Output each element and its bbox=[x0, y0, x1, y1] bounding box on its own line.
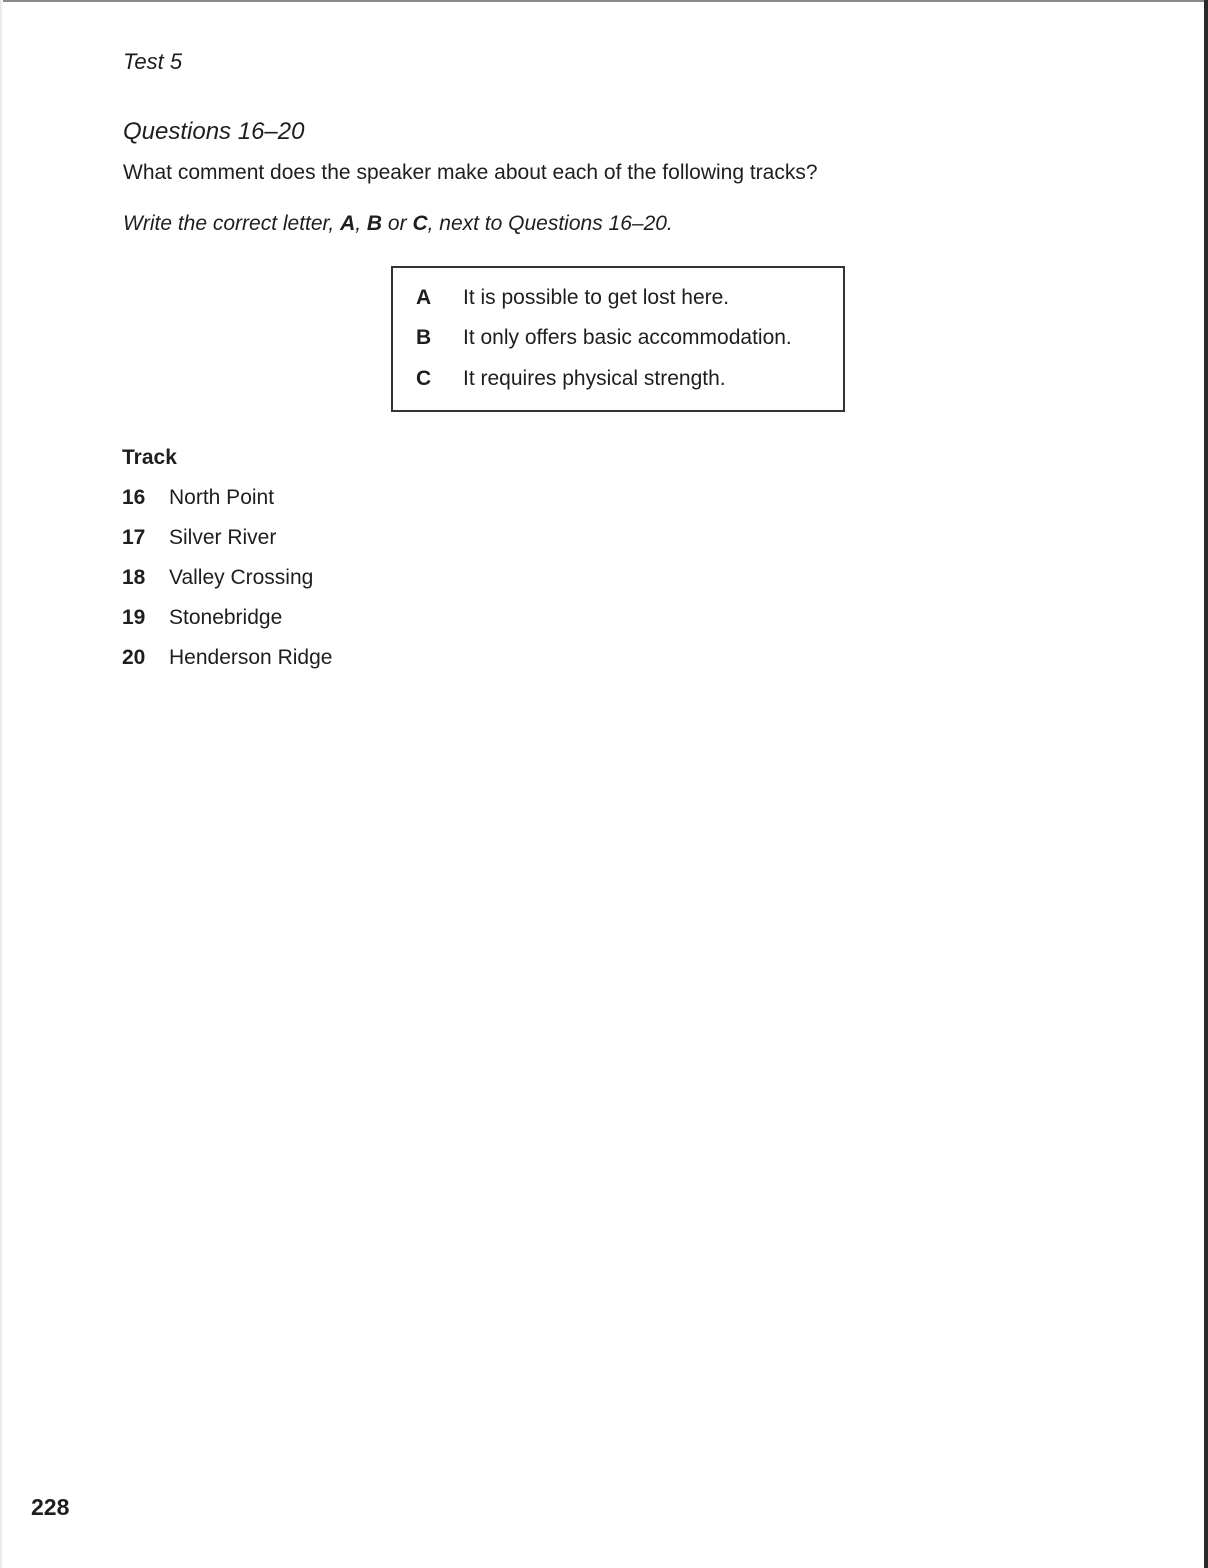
instruction-letter-a: A bbox=[340, 212, 356, 235]
instruction-sep1: , bbox=[355, 212, 367, 235]
track-name: Valley Crossing bbox=[169, 566, 314, 589]
option-letter: C bbox=[416, 367, 432, 390]
track-name: Henderson Ridge bbox=[169, 646, 333, 669]
page-top-edge bbox=[0, 0, 1208, 2]
options-box bbox=[391, 266, 845, 412]
option-text: It only offers basic accommodation. bbox=[463, 326, 792, 349]
option-text: It is possible to get lost here. bbox=[463, 286, 730, 309]
instruction-letter-b: B bbox=[366, 212, 383, 235]
track-heading: Track bbox=[122, 446, 177, 469]
page-number: 228 bbox=[31, 1494, 70, 1520]
track-number: 20 bbox=[122, 646, 146, 669]
instruction-letter-c: C bbox=[412, 212, 428, 235]
instruction-sep2: or bbox=[382, 212, 413, 235]
track-name: Stonebridge bbox=[169, 606, 283, 629]
question-prompt: What comment does the speaker make about each of the following tracks? bbox=[123, 161, 818, 184]
track-number: 16 bbox=[122, 486, 146, 509]
instruction-part2: , next to Questions 16–20. bbox=[427, 212, 673, 235]
option-text: It requires physical strength. bbox=[463, 367, 726, 390]
page-right-edge bbox=[1204, 0, 1208, 1568]
track-number: 18 bbox=[122, 566, 146, 589]
questions-heading: Questions 16–20 bbox=[123, 118, 305, 145]
track-name: Silver River bbox=[169, 526, 277, 549]
instruction-text bbox=[123, 212, 673, 236]
instruction-part1: Write the correct letter, bbox=[123, 212, 341, 235]
track-number: 19 bbox=[122, 606, 146, 629]
test-label: Test 5 bbox=[123, 49, 183, 74]
option-letter: A bbox=[416, 286, 432, 309]
page-left-shadow bbox=[0, 0, 3, 1568]
track-name: North Point bbox=[169, 486, 275, 509]
option-letter: B bbox=[416, 326, 432, 349]
track-number: 17 bbox=[122, 526, 146, 549]
